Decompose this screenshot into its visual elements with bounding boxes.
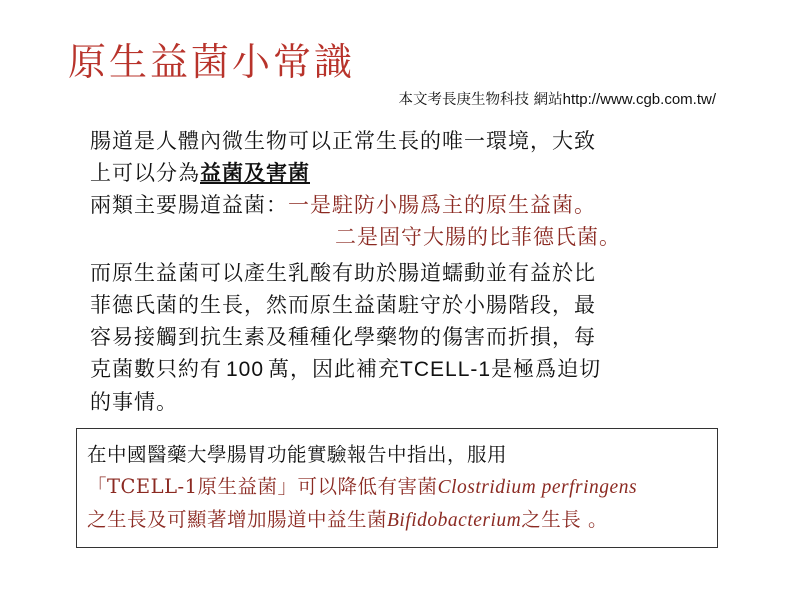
para1-line2-prefix: 上可以分為 <box>90 161 200 185</box>
callout-line2-red: 「TCELL-1原生益菌」可以降低有害菌 <box>87 475 438 498</box>
para2-line5: 的事情。 <box>90 390 178 414</box>
para1-line3 <box>90 189 730 221</box>
para2-line2: 菲德氏菌的生長，然而原生益菌駐守於小腸階段，最 <box>90 293 596 317</box>
para1-line2 <box>90 157 730 189</box>
research-callout-text <box>87 439 637 537</box>
research-callout-box <box>76 428 718 548</box>
callout-line3-red: 之生長及可顯著增加腸道中益生菌 <box>87 508 388 531</box>
callout-line3 <box>87 504 637 537</box>
callout-line1: 在中國醫藥大學腸胃功能實驗報告中指出，服用 <box>87 443 508 466</box>
source-credit <box>399 88 717 109</box>
para2-line4-a: 克菌數只約有 <box>90 357 222 381</box>
bacteria-count: 100 <box>226 358 265 381</box>
good-bad-bacteria-emphasis: 益菌及害菌 <box>200 160 310 185</box>
para2-line4 <box>90 353 730 386</box>
probiotic-type-two: 二是固守大腸的比菲德氏菌。 <box>335 225 621 249</box>
brand-name: TCELL-1 <box>400 358 492 381</box>
para1-line3-prefix: 兩類主要腸道益菌： <box>90 193 288 217</box>
para2-line1: 而原生益菌可以產生乳酸有助於腸道蠕動並有益於比 <box>90 261 596 285</box>
para2-line3: 容易接觸到抗生素及種種化學藥物的傷害而折損，每 <box>90 325 596 349</box>
page-title: 原生益菌小常識 <box>68 40 356 84</box>
para2-line4-b: 萬，因此補充 <box>268 357 401 381</box>
clostridium-name: Clostridium perfringens <box>437 477 638 498</box>
callout-line2 <box>87 471 637 504</box>
callout-line3-tail: 之生長 。 <box>521 508 608 531</box>
para2-line4-c: 是極爲迫切 <box>491 357 602 381</box>
main-text <box>90 125 730 418</box>
bifidobacterium-name: Bifidobacterium <box>387 510 522 531</box>
source-url[interactable]: http://www.cgb.com.tw/ <box>562 91 716 108</box>
para1-line1: 腸道是人體內微生物可以正常生長的唯一環境，大致 <box>90 129 596 153</box>
probiotic-type-one: 一是駐防小腸爲主的原生益菌。 <box>288 193 596 217</box>
source-label: 本文考長庚生物科技 網站 <box>398 92 563 108</box>
